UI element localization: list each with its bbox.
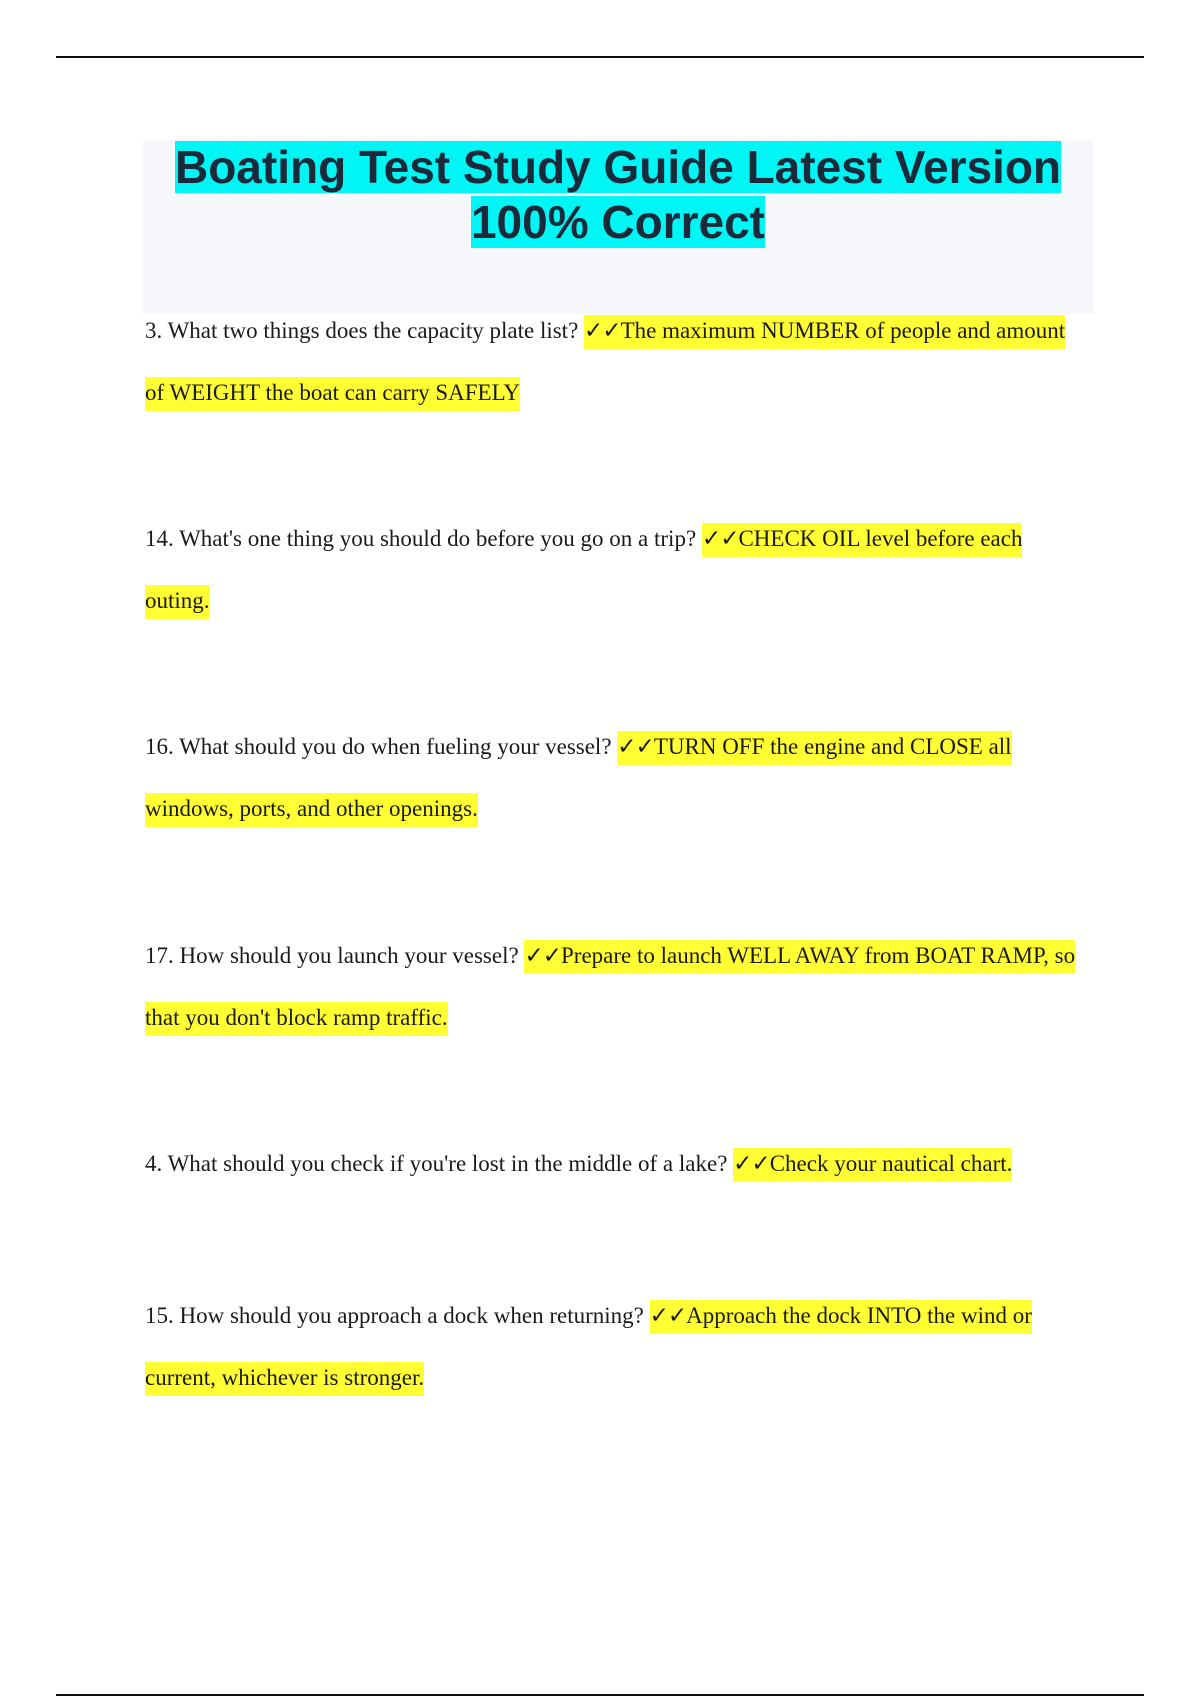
bottom-rule [56, 1694, 1144, 1696]
check-mark-icon: ✓✓ [733, 1151, 770, 1177]
qa-item-3 [145, 716, 1085, 839]
qa-item-4 [145, 925, 1085, 1048]
answer-text: CHECK OIL level before each outing. [145, 526, 1023, 613]
check-mark-icon: ✓✓ [649, 1303, 687, 1329]
title-block [143, 140, 1093, 314]
top-rule [56, 56, 1144, 58]
answer-text: TURN OFF the engine and CLOSE all windows, ports, and other openings. [145, 734, 1012, 821]
qa-item-2 [145, 508, 1085, 631]
answer-highlight [733, 1148, 1012, 1182]
page-title [143, 140, 1093, 250]
question-text: 17. How should you launch your vessel? [145, 943, 525, 968]
answer-text: Prepare to launch WELL AWAY from BOAT RAMP, so that you don't block ramp traffic. [145, 943, 1076, 1030]
check-mark-icon: ✓✓ [701, 526, 739, 552]
question-text: 15. How should you approach a dock when returning? [145, 1303, 650, 1328]
question-text: 3. What two things does the capacity plate list? [145, 318, 585, 343]
check-mark-icon: ✓✓ [584, 318, 621, 344]
check-mark-icon: ✓✓ [617, 734, 654, 760]
answer-text: The maximum NUMBER of people and amount of WEIGHT the boat can carry SAFELY [145, 318, 1066, 405]
title-highlight: Boating Test Study Guide Latest Version 100% Correct [174, 141, 1062, 248]
qa-item-1 [145, 300, 1085, 423]
question-text: 14. What's one thing you should do before you go on a trip? [145, 526, 702, 551]
qa-item-5 [145, 1133, 1085, 1195]
question-text: 16. What should you do when fueling your vessel? [145, 734, 618, 759]
answer-text: Check your nautical chart. [769, 1151, 1013, 1176]
answer-text: Approach the dock INTO the wind or current, whichever is stronger. [145, 1303, 1032, 1390]
qa-item-6 [145, 1285, 1085, 1408]
check-mark-icon: ✓✓ [524, 943, 561, 969]
question-text: 4. What should you check if you're lost in the middle of a lake? [145, 1151, 734, 1176]
